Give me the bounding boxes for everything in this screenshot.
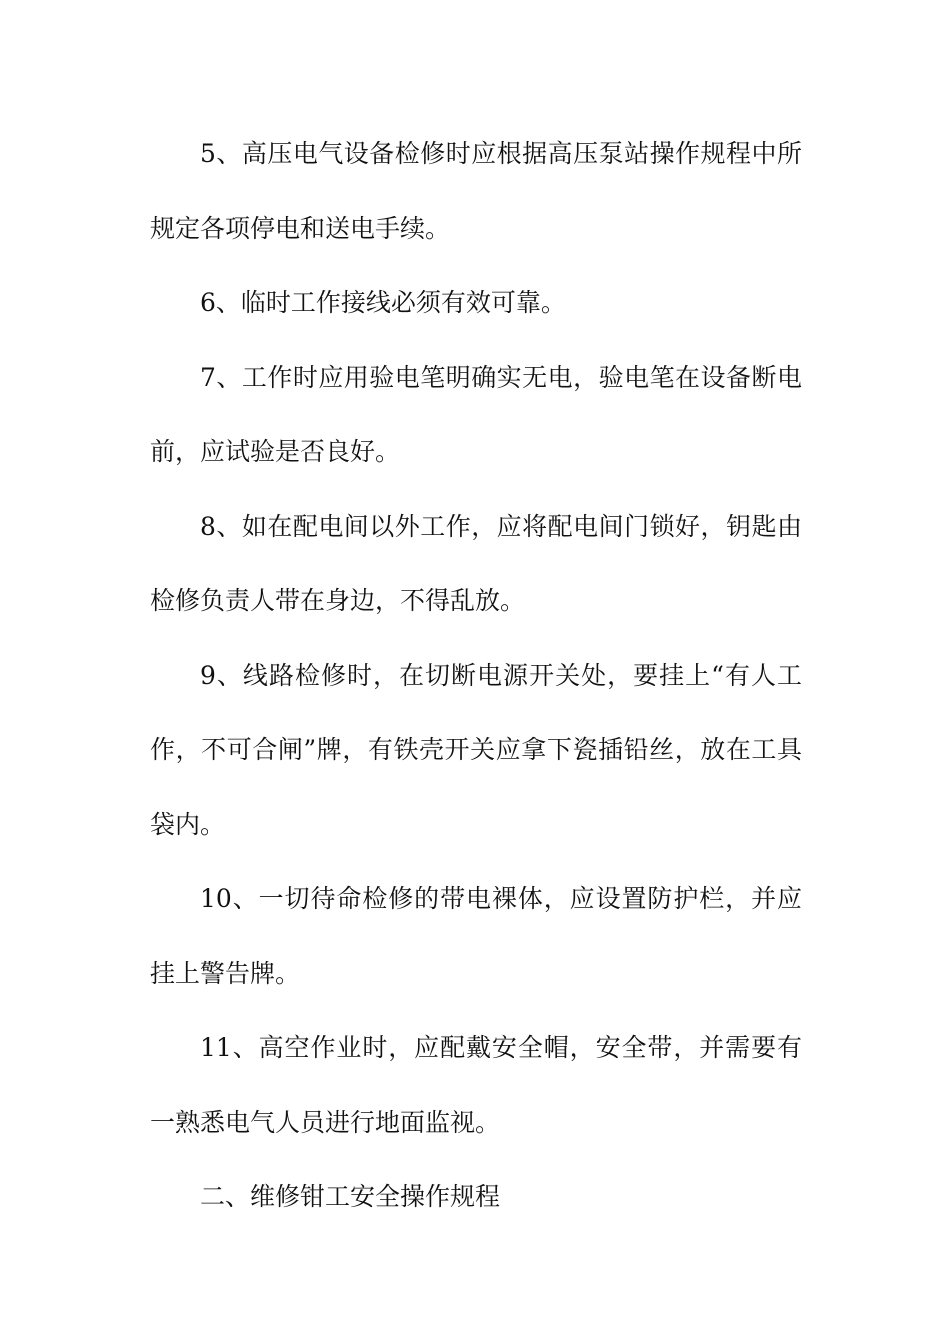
paragraph-item-6: 6、临时工作接线必须有效可靠。 [200, 288, 566, 317]
paragraph-item-11: 11、高空作业时，应配戴安全帽，安全带，并需要有一熟悉电气人员进行地面监视。 [150, 1033, 802, 1137]
paragraph-item-8: 8、如在配电间以外工作，应将配电间门锁好，钥匙由检修负责人带在身边，不得乱放。 [150, 511, 802, 615]
paragraph-item-5: 5、高压电气设备检修时应根据高压泵站操作规程中所规定各项停电和送电手续。 [150, 139, 802, 243]
paragraph-item-7: 7、工作时应用验电笔明确实无电，验电笔在设备断电前，应试验是否良好。 [150, 362, 802, 466]
section-heading: 二、维修钳工安全操作规程 [200, 1182, 501, 1211]
paragraph-item-9: 9、线路检修时，在切断电源开关处，要挂上“有人工作，不可合闸”牌，有铁壳开关应拿下瓷插铅丝，放在工具袋内。 [150, 660, 802, 839]
document-body [150, 117, 802, 1235]
paragraph-item-10: 10、一切待命检修的带电裸体，应设置防护栏，并应挂上警告牌。 [150, 884, 802, 988]
